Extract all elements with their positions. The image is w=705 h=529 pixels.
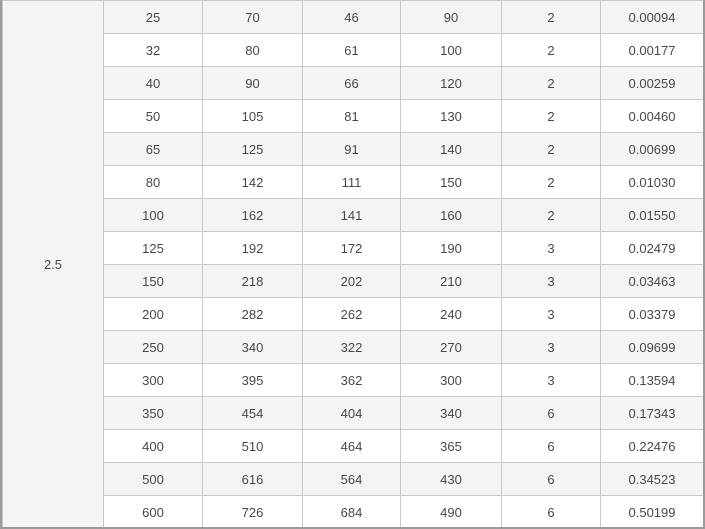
table-cell: 3 (502, 298, 601, 331)
table-cell: 0.13594 (601, 364, 704, 397)
table-cell: 192 (203, 232, 303, 265)
table-cell: 70 (203, 1, 303, 34)
table-cell: 150 (104, 265, 203, 298)
table-row (3, 100, 704, 133)
table-cell: 365 (401, 430, 502, 463)
table-cell: 0.01550 (601, 199, 704, 232)
table-row (3, 166, 704, 199)
table-cell: 684 (303, 496, 401, 529)
table-cell: 0.00460 (601, 100, 704, 133)
table-cell: 400 (104, 430, 203, 463)
table-cell: 282 (203, 298, 303, 331)
table-cell: 105 (203, 100, 303, 133)
table-cell: 3 (502, 232, 601, 265)
table-cell: 66 (303, 67, 401, 100)
table-cell: 600 (104, 496, 203, 529)
table-cell: 250 (104, 331, 203, 364)
table-cell: 6 (502, 397, 601, 430)
table-cell: 340 (203, 331, 303, 364)
table-cell: 300 (104, 364, 203, 397)
table-row (3, 430, 704, 463)
table-cell: 160 (401, 199, 502, 232)
table-row (3, 265, 704, 298)
table-cell: 50 (104, 100, 203, 133)
table-row (3, 463, 704, 496)
table-cell: 100 (401, 34, 502, 67)
table-cell: 6 (502, 430, 601, 463)
table-cell: 0.03379 (601, 298, 704, 331)
table-cell: 0.09699 (601, 331, 704, 364)
table-cell: 100 (104, 199, 203, 232)
table-row (3, 1, 704, 34)
table-cell: 2 (502, 166, 601, 199)
table-cell: 25 (104, 1, 203, 34)
table-cell: 142 (203, 166, 303, 199)
table-row (3, 34, 704, 67)
table-cell: 2 (502, 67, 601, 100)
table-cell: 2 (502, 133, 601, 166)
table-cell: 80 (104, 166, 203, 199)
table-cell: 0.00259 (601, 67, 704, 100)
table-row (3, 298, 704, 331)
table-cell: 150 (401, 166, 502, 199)
table-cell: 362 (303, 364, 401, 397)
table-cell: 40 (104, 67, 203, 100)
group-label-cell: 2.5 (3, 1, 104, 529)
table-cell: 90 (401, 1, 502, 34)
table-cell: 616 (203, 463, 303, 496)
table-cell: 300 (401, 364, 502, 397)
table-cell: 404 (303, 397, 401, 430)
table-cell: 200 (104, 298, 203, 331)
table-cell: 210 (401, 265, 502, 298)
table-cell: 32 (104, 34, 203, 67)
table-cell: 3 (502, 364, 601, 397)
table-row (3, 364, 704, 397)
table-cell: 0.03463 (601, 265, 704, 298)
table-cell: 0.02479 (601, 232, 704, 265)
table-cell: 3 (502, 265, 601, 298)
table-cell: 162 (203, 199, 303, 232)
table-cell: 125 (104, 232, 203, 265)
table-cell: 130 (401, 100, 502, 133)
table-cell: 0.00177 (601, 34, 704, 67)
table-cell: 125 (203, 133, 303, 166)
table-cell: 726 (203, 496, 303, 529)
table-cell: 120 (401, 67, 502, 100)
table-cell: 564 (303, 463, 401, 496)
table-row (3, 331, 704, 364)
table-cell: 340 (401, 397, 502, 430)
table-row (3, 397, 704, 430)
table-cell: 65 (104, 133, 203, 166)
table-cell: 240 (401, 298, 502, 331)
table-cell: 395 (203, 364, 303, 397)
table-cell: 81 (303, 100, 401, 133)
table-cell: 140 (401, 133, 502, 166)
table-row (3, 133, 704, 166)
table-row (3, 67, 704, 100)
table-cell: 510 (203, 430, 303, 463)
table-cell: 464 (303, 430, 401, 463)
table-cell: 0.00699 (601, 133, 704, 166)
table-cell: 0.17343 (601, 397, 704, 430)
table-cell: 430 (401, 463, 502, 496)
table-cell: 202 (303, 265, 401, 298)
table-cell: 322 (303, 331, 401, 364)
table-row (3, 199, 704, 232)
table-cell: 2 (502, 34, 601, 67)
data-table (2, 0, 703, 529)
table-cell: 0.34523 (601, 463, 704, 496)
table-cell: 3 (502, 331, 601, 364)
table-cell: 218 (203, 265, 303, 298)
table-cell: 262 (303, 298, 401, 331)
table-cell: 0.00094 (601, 1, 704, 34)
table-cell: 6 (502, 496, 601, 529)
table-cell: 80 (203, 34, 303, 67)
table-cell: 61 (303, 34, 401, 67)
table-cell: 141 (303, 199, 401, 232)
table-cell: 46 (303, 1, 401, 34)
table-cell: 172 (303, 232, 401, 265)
table-cell: 190 (401, 232, 502, 265)
table-cell: 111 (303, 166, 401, 199)
table-cell: 490 (401, 496, 502, 529)
table-row (3, 496, 704, 529)
table-cell: 454 (203, 397, 303, 430)
table-cell: 0.01030 (601, 166, 704, 199)
table-cell: 350 (104, 397, 203, 430)
table-cell: 0.50199 (601, 496, 704, 529)
table-cell: 500 (104, 463, 203, 496)
table-cell: 91 (303, 133, 401, 166)
table-cell: 2 (502, 100, 601, 133)
table-cell: 2 (502, 1, 601, 34)
table-cell: 270 (401, 331, 502, 364)
table-cell: 2 (502, 199, 601, 232)
table-cell: 0.22476 (601, 430, 704, 463)
table-cell: 90 (203, 67, 303, 100)
table-row (3, 232, 704, 265)
table-cell: 6 (502, 463, 601, 496)
